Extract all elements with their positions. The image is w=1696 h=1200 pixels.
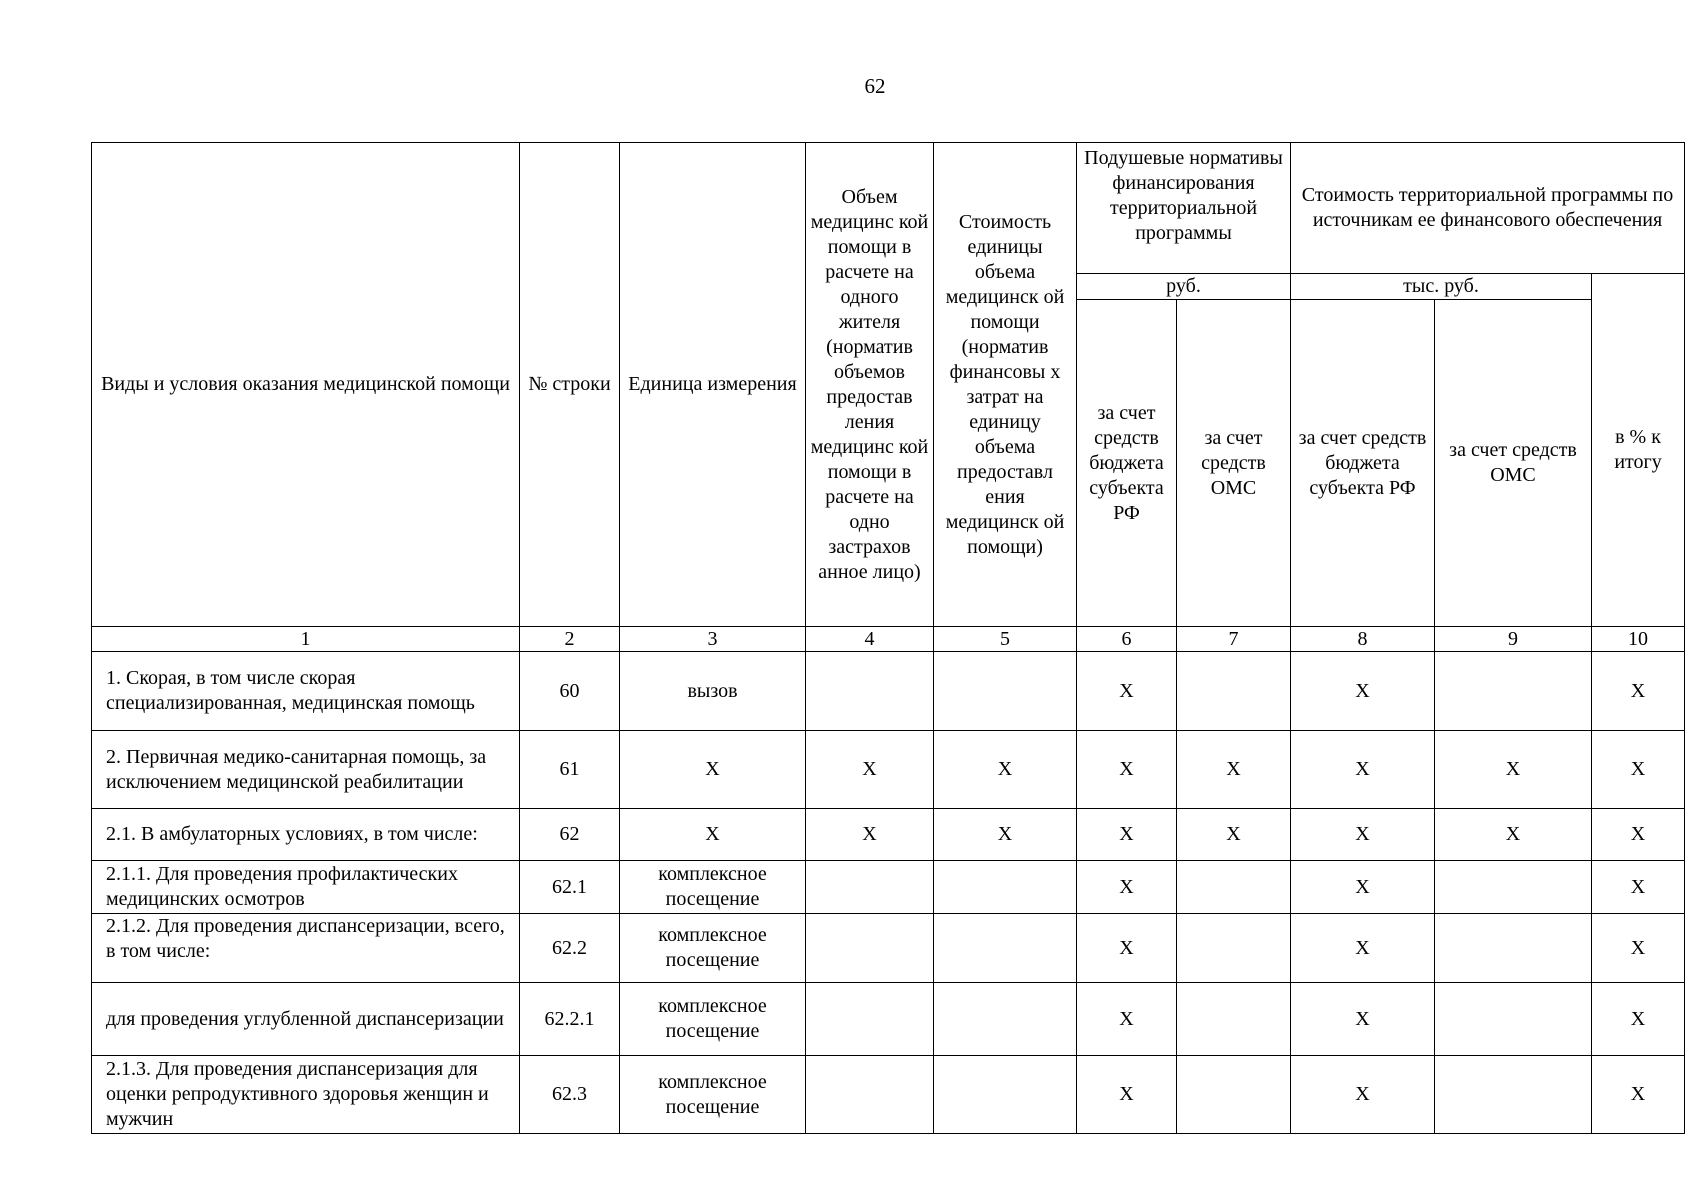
row-name: 2.1.2. Для проведения диспансеризации, всего, в том числе: bbox=[92, 914, 520, 983]
header-oms-cost: за счет средств ОМС bbox=[1435, 300, 1592, 627]
column-number: 5 bbox=[934, 627, 1077, 652]
column-number: 8 bbox=[1291, 627, 1435, 652]
row-budget-cost: Х bbox=[1291, 861, 1435, 914]
page-number: 62 bbox=[864, 74, 886, 98]
row-budget-per-capita: Х bbox=[1077, 1056, 1177, 1134]
row-unit-cost bbox=[934, 914, 1077, 983]
row-oms-per-capita: Х bbox=[1177, 809, 1291, 861]
row-name: 2.1.1. Для проведения профилактических медицинских осмотров bbox=[92, 861, 520, 914]
row-name: для проведения углубленной диспансеризации bbox=[92, 983, 520, 1056]
header-budget-cost: за счет средств бюджета субъекта РФ bbox=[1291, 300, 1435, 627]
header-percent-total: в % к итогу bbox=[1592, 274, 1685, 627]
table-row bbox=[92, 1056, 1685, 1134]
row-unit-cost: Х bbox=[934, 731, 1077, 809]
header-unit-cost: Стоимость единицы объема медицинск ой помощи (норматив финансовы х затрат на единицу объема предоставл ения медицинск ой помощи) bbox=[934, 143, 1077, 627]
row-volume-norm: Х bbox=[806, 809, 934, 861]
row-name: 2.1. В амбулаторных условиях, в том числе: bbox=[92, 809, 520, 861]
row-budget-per-capita: Х bbox=[1077, 809, 1177, 861]
column-number: 4 bbox=[806, 627, 934, 652]
row-name: 1. Скорая, в том числе скорая специализированная, медицинская помощь bbox=[92, 652, 520, 731]
row-unit: комплексное посещение bbox=[620, 914, 806, 983]
column-number-row bbox=[92, 627, 1685, 652]
row-oms-per-capita: Х bbox=[1177, 731, 1291, 809]
row-budget-cost: Х bbox=[1291, 652, 1435, 731]
row-unit: комплексное посещение bbox=[620, 983, 806, 1056]
row-unit: Х bbox=[620, 731, 806, 809]
column-number: 1 bbox=[92, 627, 520, 652]
row-percent-total: Х bbox=[1592, 914, 1685, 983]
row-oms-cost: Х bbox=[1435, 731, 1592, 809]
row-volume-norm bbox=[806, 861, 934, 914]
row-oms-cost bbox=[1435, 652, 1592, 731]
row-oms-per-capita bbox=[1177, 983, 1291, 1056]
header-per-capita-norms: Подушевые нормативы финансирования территориальной программы bbox=[1077, 143, 1291, 274]
row-line-number: 62.1 bbox=[520, 861, 620, 914]
table-row bbox=[92, 914, 1685, 983]
row-name: 2. Первичная медико-санитарная помощь, за исключением медицинской реабилитации bbox=[92, 731, 520, 809]
column-number: 7 bbox=[1177, 627, 1291, 652]
row-percent-total: Х bbox=[1592, 731, 1685, 809]
row-oms-per-capita bbox=[1177, 652, 1291, 731]
table-row bbox=[92, 731, 1685, 809]
row-unit: вызов bbox=[620, 652, 806, 731]
financing-table bbox=[91, 142, 1685, 1134]
row-line-number: 62.2.1 bbox=[520, 983, 620, 1056]
row-oms-per-capita bbox=[1177, 1056, 1291, 1134]
row-oms-cost bbox=[1435, 914, 1592, 983]
table-row bbox=[92, 861, 1685, 914]
row-budget-per-capita: Х bbox=[1077, 731, 1177, 809]
row-budget-cost: Х bbox=[1291, 983, 1435, 1056]
column-number: 6 bbox=[1077, 627, 1177, 652]
table-row bbox=[92, 652, 1685, 731]
row-budget-per-capita: Х bbox=[1077, 983, 1177, 1056]
row-line-number: 62 bbox=[520, 809, 620, 861]
row-oms-per-capita bbox=[1177, 914, 1291, 983]
header-unit-rub: руб. bbox=[1077, 274, 1291, 300]
row-budget-per-capita: Х bbox=[1077, 652, 1177, 731]
column-number: 9 bbox=[1435, 627, 1592, 652]
table-row bbox=[92, 983, 1685, 1056]
column-number: 3 bbox=[620, 627, 806, 652]
row-unit-cost: Х bbox=[934, 809, 1077, 861]
row-percent-total: Х bbox=[1592, 809, 1685, 861]
row-name: 2.1.3. Для проведения диспансеризация для оценки репродуктивного здоровья женщин и мужчин bbox=[92, 1056, 520, 1134]
row-oms-cost bbox=[1435, 983, 1592, 1056]
header-volume-norm: Объем медицинс кой помощи в расчете на одного жителя (норматив объемов предостав ления медицинс кой помощи в расчете на одно застрахов анное лицо) bbox=[806, 143, 934, 627]
row-unit-cost bbox=[934, 1056, 1077, 1134]
row-line-number: 62.2 bbox=[520, 914, 620, 983]
header-unit: Единица измерения bbox=[620, 143, 806, 627]
row-budget-cost: Х bbox=[1291, 914, 1435, 983]
row-unit-cost bbox=[934, 983, 1077, 1056]
row-unit: комплексное посещение bbox=[620, 861, 806, 914]
row-oms-cost bbox=[1435, 861, 1592, 914]
row-oms-cost: Х bbox=[1435, 809, 1592, 861]
header-budget-per-capita: за счет средств бюджета субъекта РФ bbox=[1077, 300, 1177, 627]
row-percent-total: Х bbox=[1592, 983, 1685, 1056]
row-oms-cost bbox=[1435, 1056, 1592, 1134]
row-unit: комплексное посещение bbox=[620, 1056, 806, 1134]
row-volume-norm: Х bbox=[806, 731, 934, 809]
row-budget-per-capita: Х bbox=[1077, 914, 1177, 983]
row-line-number: 60 bbox=[520, 652, 620, 731]
row-volume-norm bbox=[806, 983, 934, 1056]
row-line-number: 62.3 bbox=[520, 1056, 620, 1134]
row-percent-total: Х bbox=[1592, 1056, 1685, 1134]
row-percent-total: Х bbox=[1592, 861, 1685, 914]
table-row bbox=[92, 809, 1685, 861]
row-volume-norm bbox=[806, 914, 934, 983]
header-service-type: Виды и условия оказания медицинской помощи bbox=[92, 143, 520, 627]
header-line-number: № строки bbox=[520, 143, 620, 627]
row-percent-total: Х bbox=[1592, 652, 1685, 731]
row-volume-norm bbox=[806, 1056, 934, 1134]
row-unit: Х bbox=[620, 809, 806, 861]
row-oms-per-capita bbox=[1177, 861, 1291, 914]
row-unit-cost bbox=[934, 652, 1077, 731]
row-budget-cost: Х bbox=[1291, 731, 1435, 809]
header-unit-thousand-rub: тыс. руб. bbox=[1291, 274, 1592, 300]
header-oms-per-capita: за счет средств ОМС bbox=[1177, 300, 1291, 627]
row-budget-cost: Х bbox=[1291, 1056, 1435, 1134]
column-number: 10 bbox=[1592, 627, 1685, 652]
row-budget-per-capita: Х bbox=[1077, 861, 1177, 914]
row-line-number: 61 bbox=[520, 731, 620, 809]
row-volume-norm bbox=[806, 652, 934, 731]
row-budget-cost: Х bbox=[1291, 809, 1435, 861]
header-program-cost: Стоимость территориальной программы по источникам ее финансового обеспечения bbox=[1291, 143, 1685, 274]
column-number: 2 bbox=[520, 627, 620, 652]
row-unit-cost bbox=[934, 861, 1077, 914]
